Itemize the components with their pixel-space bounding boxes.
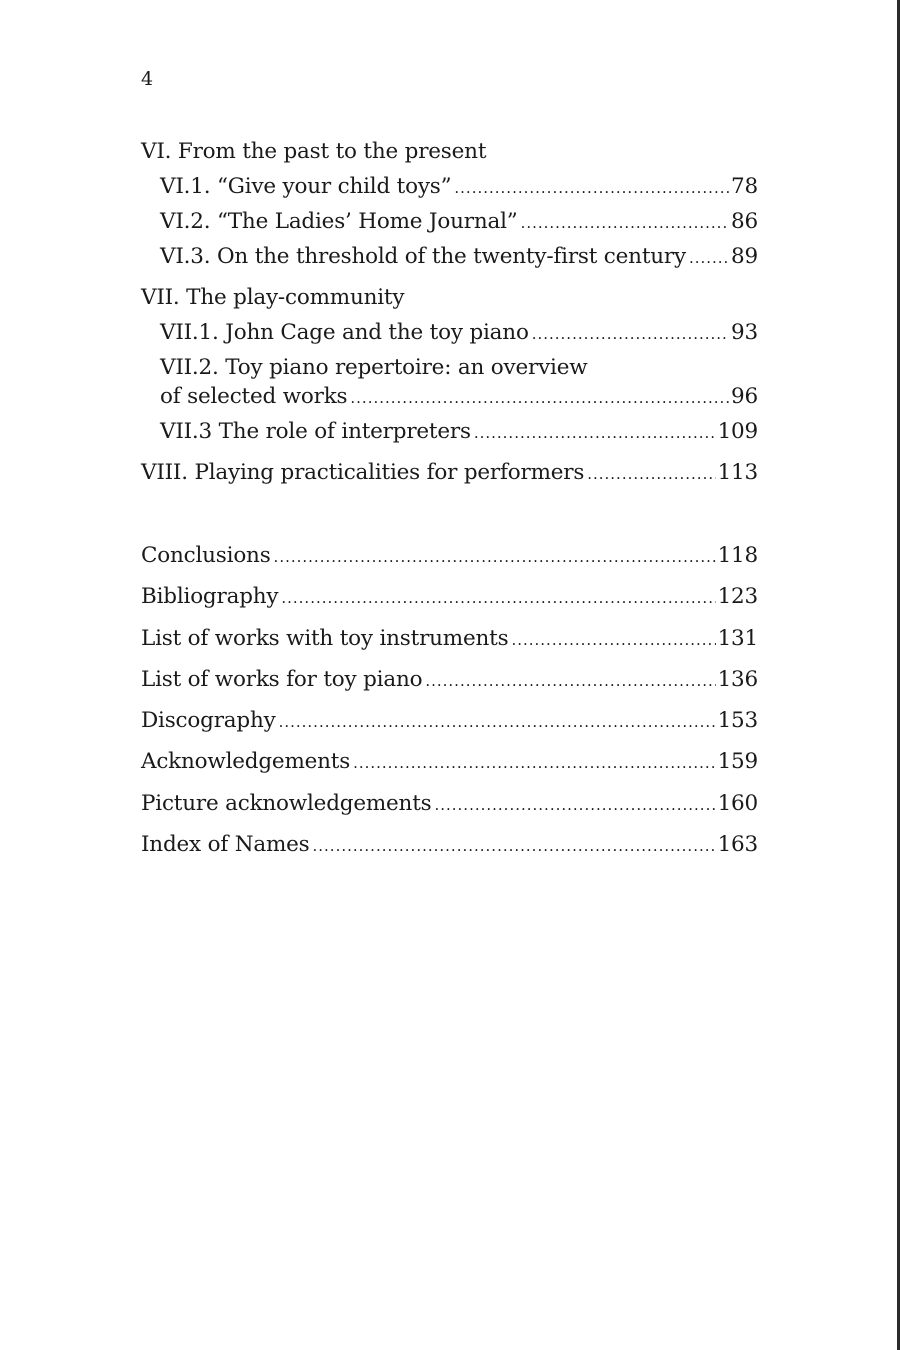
- toc-entry-page: 113: [717, 460, 758, 485]
- toc-entry-page: 78: [731, 174, 758, 199]
- toc-entry-label: VI.3. On the threshold of the twenty-first century: [160, 244, 686, 269]
- toc-entry-label: VII. The play-community: [141, 285, 405, 310]
- toc-entry-discography[interactable]: [141, 706, 758, 737]
- toc-entry-vi-2[interactable]: [160, 207, 758, 238]
- toc-entry-page: 123: [717, 584, 758, 609]
- toc-entry-page: 163: [717, 832, 758, 857]
- toc-entry-label: Index of Names: [141, 832, 310, 857]
- toc-entry-label: Bibliography: [141, 584, 279, 609]
- toc-entry-page: 159: [717, 749, 758, 774]
- toc-entry-label: VI.2. “The Ladies’ Home Journal”: [160, 209, 518, 234]
- toc-entry-label: VI. From the past to the present: [141, 139, 487, 164]
- toc-entry-label: List of works for toy piano: [141, 667, 423, 692]
- page-number: 4: [141, 68, 154, 90]
- dot-leader: [689, 243, 729, 273]
- dot-leader: [313, 831, 716, 861]
- toc-entry-works-toy-instruments[interactable]: [141, 624, 758, 655]
- toc-entry-vii-2-line-2[interactable]: [160, 382, 758, 413]
- toc-entry-label: VII.1. John Cage and the toy piano: [160, 320, 529, 345]
- toc-entry-page: 89: [731, 244, 758, 269]
- toc-entry-vi-3[interactable]: [160, 242, 758, 273]
- toc-entry-label: Discography: [141, 708, 276, 733]
- toc-entry-label: VI.1. “Give your child toys”: [160, 174, 452, 199]
- dot-leader: [532, 319, 729, 349]
- toc-entry-page: 131: [717, 626, 758, 651]
- toc-entry-page: 153: [717, 708, 758, 733]
- toc-entry-label: Picture acknowledgements: [141, 791, 432, 816]
- toc-entry-page: 96: [731, 384, 758, 409]
- toc-entry-acknowledgements[interactable]: [141, 747, 758, 778]
- dot-leader: [474, 418, 716, 448]
- dot-leader: [350, 383, 729, 413]
- toc-heading-vi: [141, 137, 758, 167]
- dot-leader: [425, 666, 715, 696]
- toc-entry-label: Conclusions: [141, 543, 271, 568]
- toc-entry-page: 160: [717, 791, 758, 816]
- toc-entry-label: List of works with toy instruments: [141, 626, 509, 651]
- toc-entry-page: 93: [731, 320, 758, 345]
- toc-entry-bibliography[interactable]: [141, 582, 758, 613]
- toc-entry-viii[interactable]: [141, 458, 758, 489]
- toc-entry-page: 136: [717, 667, 758, 692]
- dot-leader: [521, 208, 729, 238]
- toc-entry-vi-1[interactable]: [160, 172, 758, 203]
- toc-entry-label: of selected works: [160, 384, 348, 409]
- dot-leader: [511, 625, 715, 655]
- toc-entry-page: 118: [717, 543, 758, 568]
- dot-leader: [279, 707, 716, 737]
- toc-entry-picture-acknowledgements[interactable]: [141, 789, 758, 820]
- toc-entry-vii-1[interactable]: [160, 318, 758, 349]
- dot-leader: [274, 542, 716, 572]
- toc-entry-page: 109: [717, 419, 758, 444]
- toc-entry-label: Acknowledgements: [141, 749, 351, 774]
- toc-entry-index-of-names[interactable]: [141, 830, 758, 861]
- dot-leader: [434, 790, 715, 820]
- toc-entry-label: VII.3 The role of interpreters: [160, 419, 471, 444]
- toc-entry-conclusions[interactable]: [141, 541, 758, 572]
- toc-entry-works-toy-piano[interactable]: [141, 665, 758, 696]
- toc-entry-page: 86: [731, 209, 758, 234]
- toc-entry-label: VIII. Playing practicalities for performers: [141, 460, 585, 485]
- dot-leader: [353, 748, 715, 778]
- toc-heading-vii: [141, 283, 758, 313]
- toc-entry-vii-3[interactable]: [160, 417, 758, 448]
- dot-leader: [587, 459, 715, 489]
- dot-leader: [454, 173, 729, 203]
- toc-entry-label: VII.2. Toy piano repertoire: an overview: [160, 355, 588, 380]
- toc-entry-vii-2-line-1[interactable]: [160, 353, 758, 383]
- dot-leader: [281, 583, 715, 613]
